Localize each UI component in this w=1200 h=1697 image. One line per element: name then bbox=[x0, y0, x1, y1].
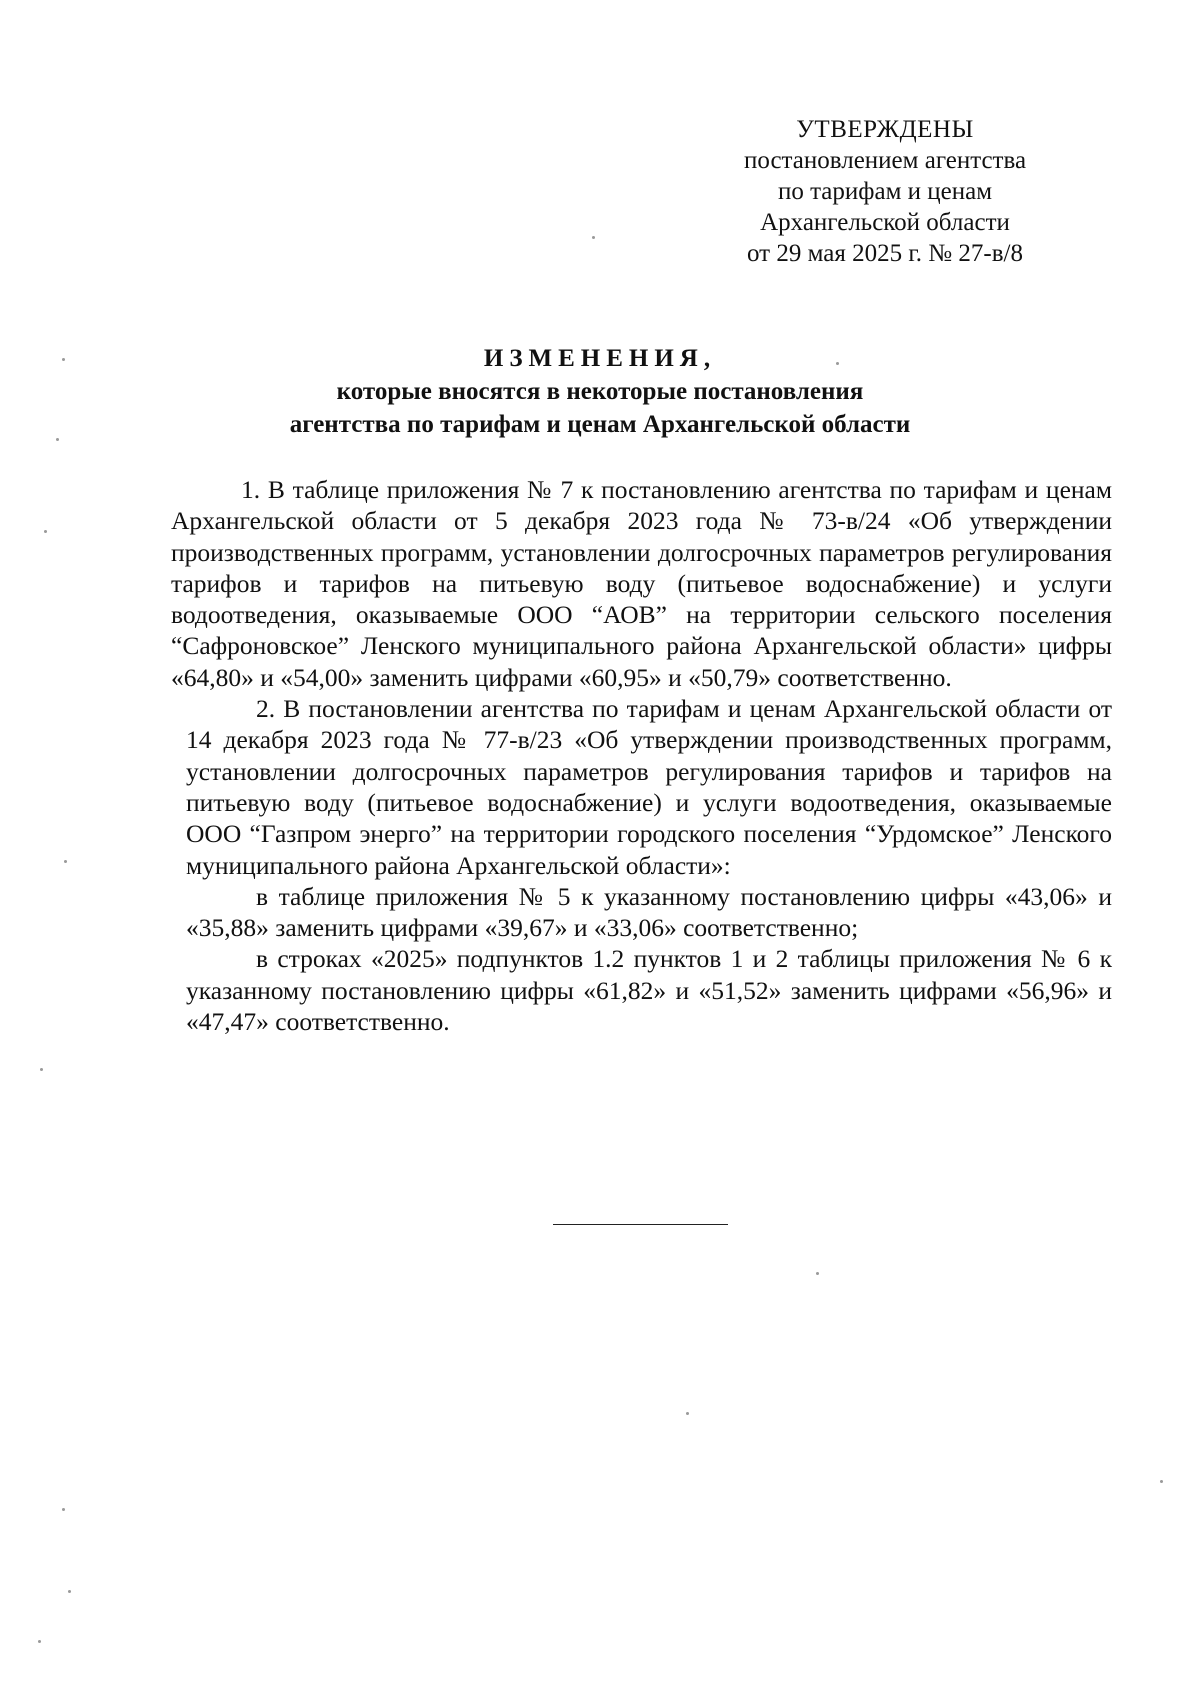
scan-speck bbox=[836, 362, 839, 365]
approval-block bbox=[700, 114, 1070, 269]
document-subtitle-line: агентства по тарифам и ценам Архангельской области bbox=[289, 411, 911, 438]
scan-speck bbox=[40, 1068, 43, 1071]
document-body bbox=[172, 474, 1112, 1037]
document-subtitle-line: которые вносятся в некоторые постановления bbox=[336, 378, 864, 405]
paragraph-2: 2. В постановлении агентства по тарифам и ценам Архангельской области от 14 декабря 2023 года № 77-в/23 «Об утверждении производственных программ, установлении долгосрочных параметров регулирования тарифов и тарифов на питьевую воду (питьевое водоснабжение) и услуги водоотведения, оказываемые ООО “Газпром энерго” на территории городского поселения “Урдомское” Ленского муниципального района Архангельской области»: bbox=[186, 694, 1112, 880]
scan-speck bbox=[1160, 1480, 1163, 1483]
approval-line: по тарифам и ценам bbox=[777, 178, 993, 205]
scan-speck bbox=[56, 438, 59, 441]
scan-speck bbox=[816, 1272, 819, 1275]
scan-speck bbox=[686, 1412, 689, 1415]
scan-speck bbox=[64, 860, 67, 863]
scan-speck bbox=[38, 1640, 41, 1643]
scan-speck bbox=[68, 1590, 71, 1593]
document-heading bbox=[230, 342, 970, 441]
approval-title: УТВЕРЖДЕНЫ bbox=[796, 116, 974, 143]
scan-speck bbox=[62, 358, 65, 361]
end-separator-line bbox=[553, 1224, 728, 1225]
paragraph-2-item-1: в таблице приложения № 5 к указанному постановлению цифры «43,06» и «35,88» заменить цифрами «39,67» и «33,06» соответственно; bbox=[186, 881, 1112, 943]
document-title: ИЗМЕНЕНИЯ, bbox=[483, 345, 717, 372]
paragraph-2-item-2: в строках «2025» подпунктов 1.2 пунктов 1 и 2 таблицы приложения № 6 к указанному постановлению цифры «61,82» и «51,52» заменить цифрами «56,96» и «47,47» соответственно. bbox=[186, 944, 1112, 1037]
scan-speck bbox=[592, 236, 595, 239]
approval-date-number: от 29 мая 2025 г. № 27-в/8 bbox=[747, 240, 1023, 267]
approval-line: Архангельской области bbox=[760, 209, 1010, 236]
paragraph-1: 1. В таблице приложения № 7 к постановлению агентства по тарифам и ценам Архангельской области от 5 декабря 2023 года № 73-в/24 «Об утверждении производственных программ, установлении долгосрочных параметров регулирования тарифов и тарифов на питьевую воду (питьевое водоснабжение) и услуги водоотведения, оказываемые ООО “АОВ” на территории сельского поселения “Сафроновское” Ленского муниципального района Архангельской области» цифры «64,80» и «54,00» заменить цифрами «60,95» и «50,79» соответственно. bbox=[171, 475, 1112, 692]
scan-speck bbox=[62, 1508, 65, 1511]
scan-speck bbox=[44, 530, 47, 533]
approval-line: постановлением агентства bbox=[743, 147, 1027, 174]
